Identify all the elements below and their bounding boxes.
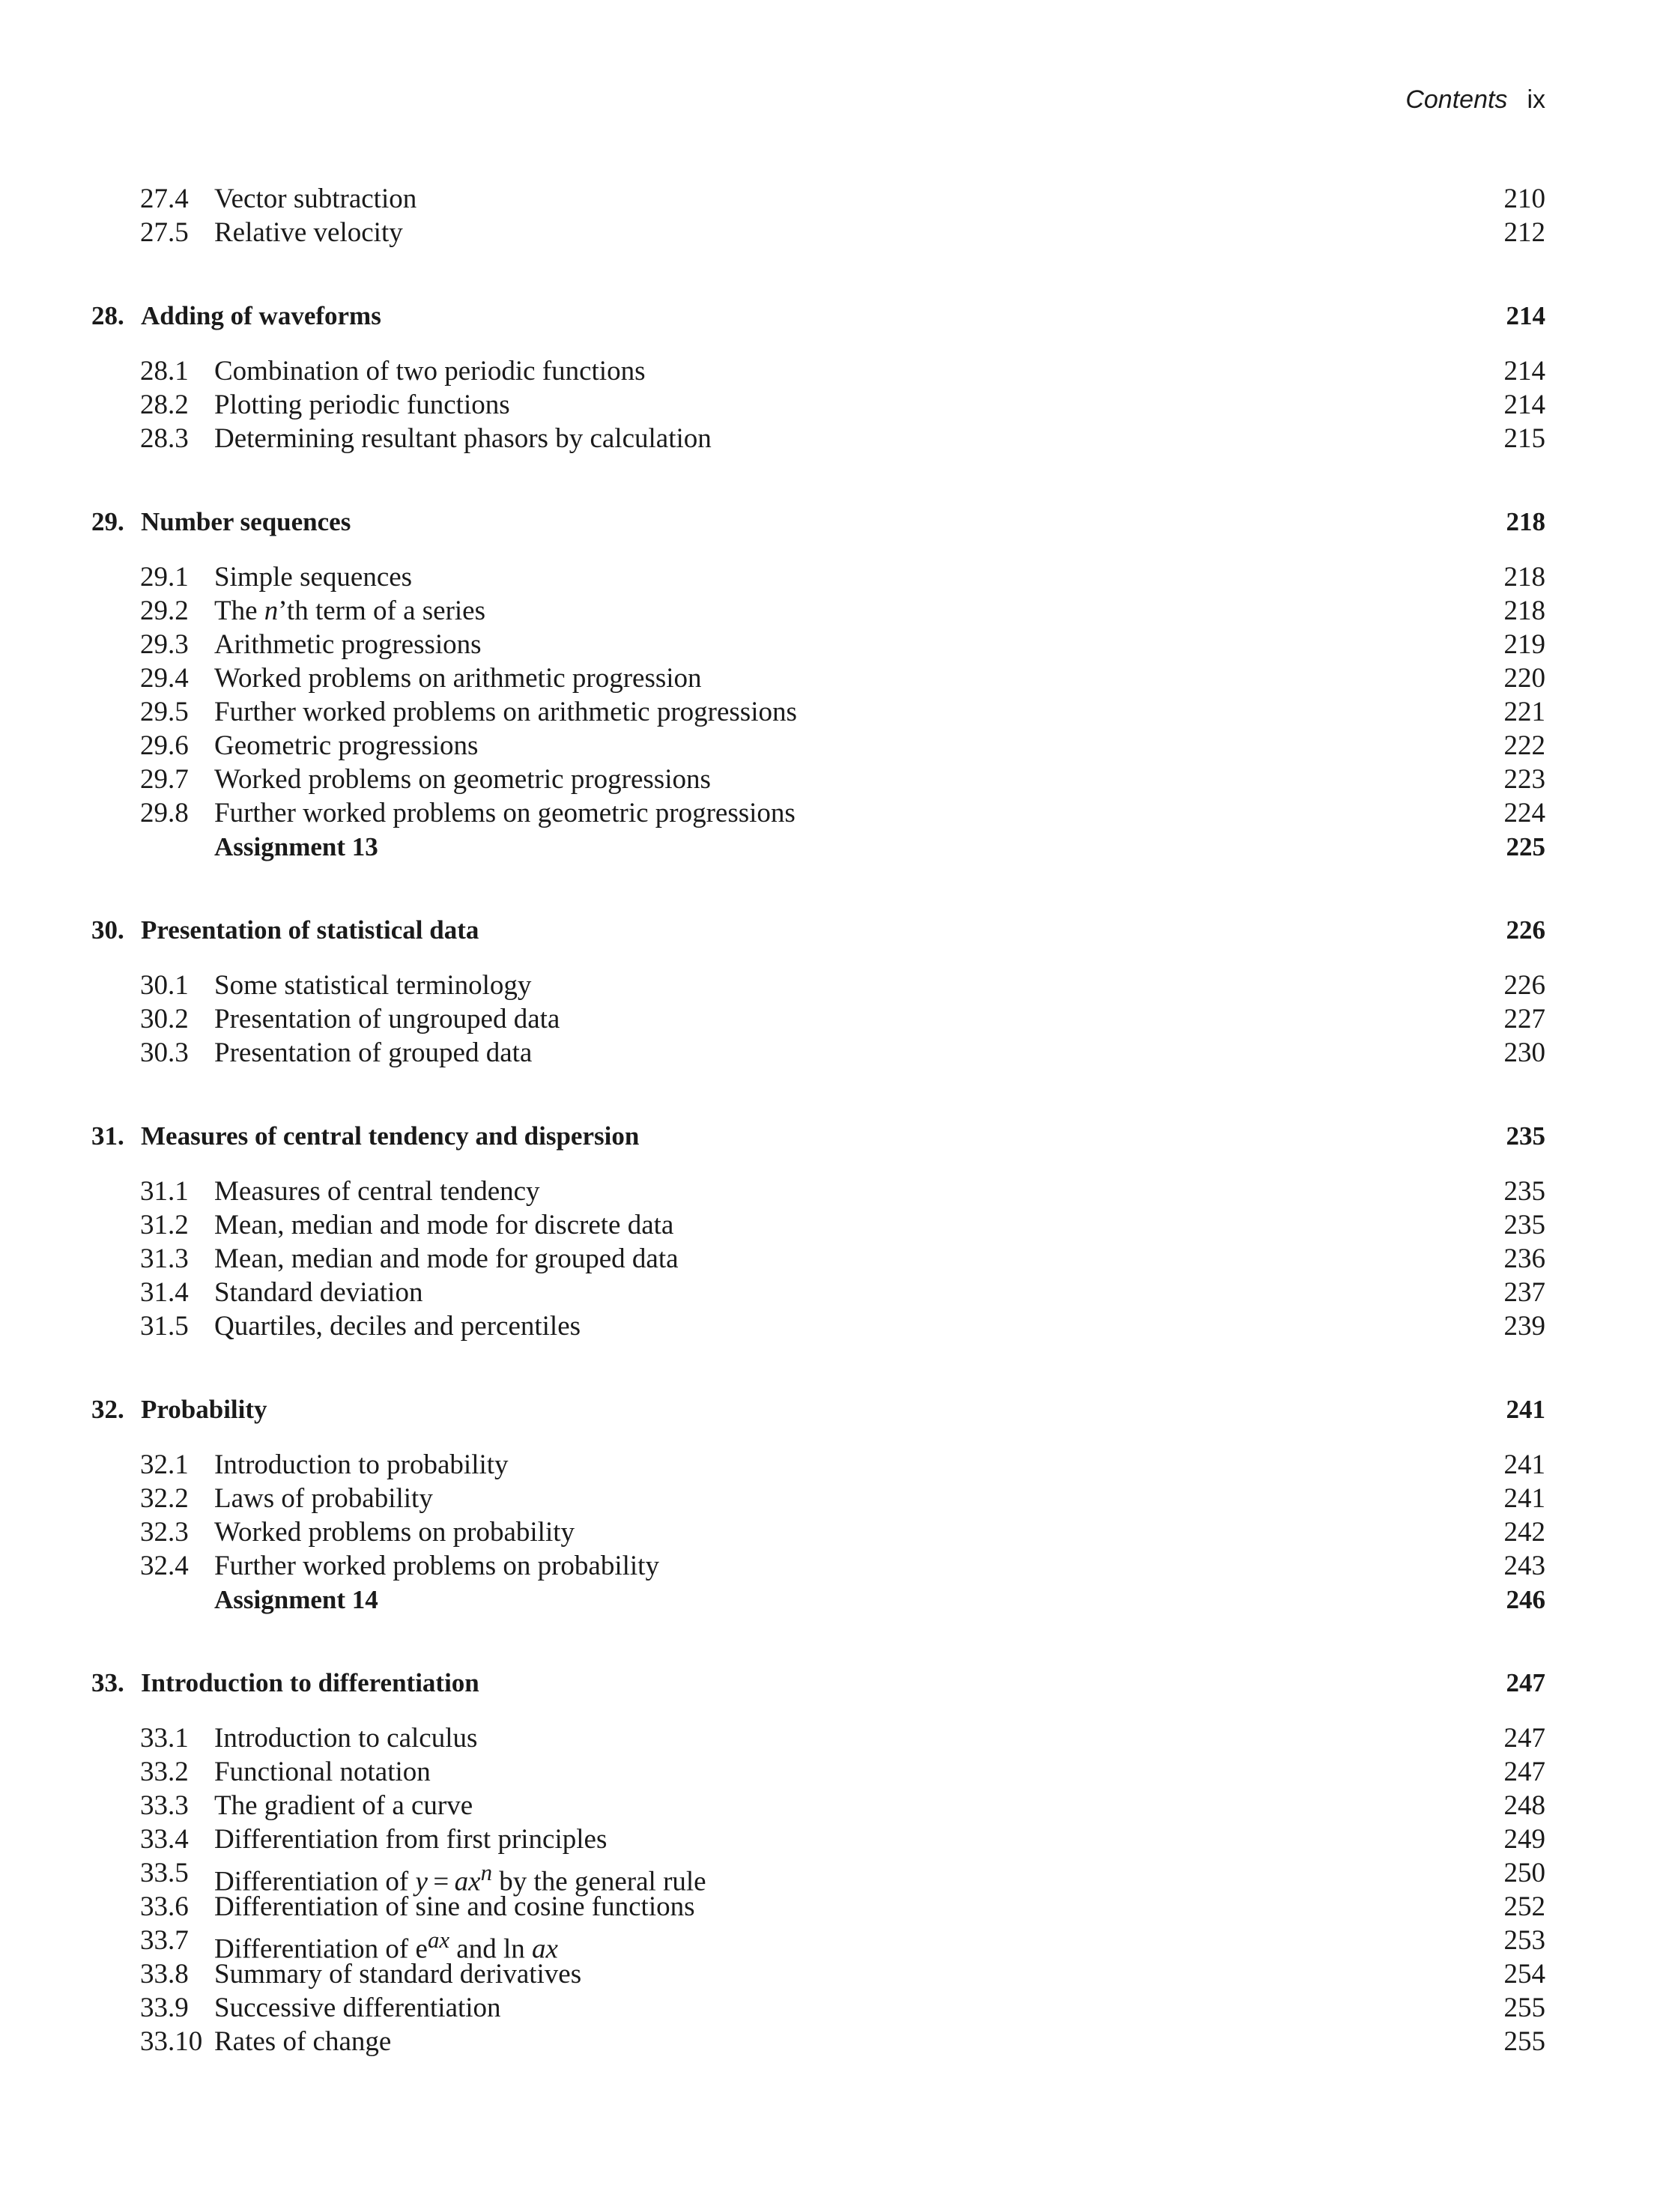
section-number: 32.4: [140, 1551, 189, 1581]
chapter-number: 30.: [91, 915, 124, 945]
section-page-number: 249: [1503, 1824, 1545, 1855]
toc-chapter-heading[interactable]: [91, 1119, 1545, 1153]
section-title: Worked problems on probability: [214, 1517, 575, 1548]
chapter-title: Measures of central tendency and dispersion: [141, 1121, 640, 1151]
chapter-page-number: 247: [1506, 1668, 1545, 1697]
section-title: Further worked problems on geometric progressions: [214, 798, 796, 828]
section-title: Worked problems on geometric progressions: [214, 764, 711, 795]
toc-section-row[interactable]: [91, 1208, 1545, 1242]
toc-section-row[interactable]: [91, 1721, 1545, 1755]
section-number: 29.6: [140, 730, 189, 761]
chapter-number: 31.: [91, 1121, 124, 1151]
section-number: 33.1: [140, 1723, 189, 1754]
section-page-number: 239: [1503, 1311, 1545, 1342]
section-page-number: 227: [1503, 1004, 1545, 1034]
chapter-number: 28.: [91, 301, 124, 330]
section-page-number: 252: [1503, 1891, 1545, 1922]
section-page-number: 218: [1503, 596, 1545, 626]
section-title: Relative velocity: [214, 217, 403, 248]
section-title: Presentation of ungrouped data: [214, 1004, 560, 1034]
section-page-number: 242: [1503, 1517, 1545, 1548]
section-title: Combination of two periodic functions: [214, 356, 646, 387]
section-number: 27.5: [140, 217, 189, 248]
chapter-number: 33.: [91, 1668, 124, 1697]
chapter-number: 32.: [91, 1395, 124, 1424]
section-number: 33.2: [140, 1757, 189, 1787]
section-number: 32.2: [140, 1483, 189, 1514]
section-page-number: 218: [1503, 562, 1545, 593]
section-number: 30.1: [140, 970, 189, 1001]
toc-section-row[interactable]: [91, 1276, 1545, 1309]
chapter-title: Adding of waveforms: [141, 301, 381, 330]
section-title: Measures of central tendency: [214, 1176, 540, 1207]
section-title: Differentiation of $e^{ax}$ and ln ax: [214, 1927, 558, 1965]
chapter-sections: [91, 969, 1545, 1070]
toc-section-row[interactable]: [91, 1957, 1545, 1991]
continued-sections: [91, 182, 1545, 249]
toc-section-row[interactable]: [91, 1036, 1545, 1070]
chapter-page-number: 226: [1506, 915, 1545, 945]
chapter-title: Probability: [141, 1395, 267, 1424]
section-title: Introduction to probability: [214, 1449, 509, 1480]
section-number: 33.10: [140, 2026, 203, 2057]
toc-section-row[interactable]: [91, 1002, 1545, 1036]
chapter-page-number: 235: [1506, 1121, 1545, 1151]
chapter-number: 29.: [91, 507, 124, 536]
toc-section-row[interactable]: [91, 2025, 1545, 2058]
section-number: 29.7: [140, 764, 189, 795]
section-number: 33.6: [140, 1891, 189, 1922]
assignment-title: Assignment 13: [214, 832, 378, 861]
section-page-number: 214: [1503, 390, 1545, 420]
section-number: 32.3: [140, 1517, 189, 1548]
section-number: 31.5: [140, 1311, 189, 1342]
toc-assignment-row[interactable]: [91, 830, 1545, 864]
section-title: Some statistical terminology: [214, 970, 532, 1001]
section-title: Mean, median and mode for discrete data: [214, 1210, 674, 1240]
toc-section-row[interactable]: [91, 354, 1545, 388]
section-number: 28.3: [140, 423, 189, 454]
toc-section-row[interactable]: [91, 1448, 1545, 1482]
toc-section-row[interactable]: [91, 628, 1545, 661]
section-number: 33.7: [140, 1925, 189, 1956]
section-title: Determining resultant phasors by calculation: [214, 423, 712, 454]
toc-section-row[interactable]: [91, 1482, 1545, 1515]
section-page-number: 224: [1503, 798, 1545, 828]
section-title: Functional notation: [214, 1757, 431, 1787]
section-number: 29.5: [140, 697, 189, 727]
section-page-number: 247: [1503, 1723, 1545, 1754]
assignment-page-number: 246: [1506, 1585, 1545, 1614]
section-number: 29.3: [140, 629, 189, 660]
table-of-contents: [91, 182, 1545, 2058]
toc-section-row[interactable]: [91, 1549, 1545, 1583]
chapter-title: Number sequences: [141, 507, 351, 536]
chapter-page-number: 241: [1506, 1395, 1545, 1424]
section-title: Quartiles, deciles and percentiles: [214, 1311, 581, 1342]
section-number: 29.4: [140, 663, 189, 694]
section-page-number: 253: [1503, 1925, 1545, 1956]
chapter-sections: [91, 560, 1545, 864]
section-page-number: 230: [1503, 1037, 1545, 1068]
toc-chapter-heading[interactable]: [91, 505, 1545, 539]
section-title: Simple sequences: [214, 562, 413, 593]
toc-section-row[interactable]: [91, 763, 1545, 796]
section-number: 33.9: [140, 1993, 189, 2023]
section-page-number: 214: [1503, 356, 1545, 387]
section-title: Differentiation of $y = ax^n$ by the general rule: [214, 1860, 706, 1897]
section-page-number: 241: [1503, 1483, 1545, 1514]
section-number: 30.3: [140, 1037, 189, 1068]
section-page-number: 235: [1503, 1176, 1545, 1207]
toc-section-row[interactable]: [91, 1175, 1545, 1208]
toc-section-row[interactable]: [91, 216, 1545, 249]
section-number: 33.4: [140, 1824, 189, 1855]
running-head-title: Contents: [1405, 85, 1508, 114]
section-page-number: 241: [1503, 1449, 1545, 1480]
section-title: Arithmetic progressions: [214, 629, 482, 660]
section-page-number: 248: [1503, 1790, 1545, 1821]
toc-section-row[interactable]: [91, 729, 1545, 763]
section-title: The gradient of a curve: [214, 1790, 473, 1821]
section-title: Vector subtraction: [214, 184, 417, 214]
toc-chapter-heading[interactable]: [91, 913, 1545, 947]
section-page-number: 221: [1503, 697, 1545, 727]
section-title: Introduction to calculus: [214, 1723, 478, 1754]
section-number: 33.8: [140, 1959, 189, 1990]
section-number: 29.2: [140, 596, 189, 626]
chapter-sections: [91, 354, 1545, 455]
toc-section-row[interactable]: [91, 1309, 1545, 1343]
section-title: Mean, median and mode for grouped data: [214, 1243, 679, 1274]
toc-section-row[interactable]: [91, 182, 1545, 216]
running-head: [1405, 81, 1545, 118]
chapter-sections: [91, 1721, 1545, 2058]
toc-chapter-heading[interactable]: [91, 1666, 1545, 1700]
section-page-number: 220: [1503, 663, 1545, 694]
section-number: 33.5: [140, 1858, 189, 1888]
section-page-number: 236: [1503, 1243, 1545, 1274]
section-page-number: 222: [1503, 730, 1545, 761]
toc-section-row[interactable]: [91, 388, 1545, 422]
section-page-number: 223: [1503, 764, 1545, 795]
chapter-page-number: 214: [1506, 301, 1545, 330]
section-page-number: 255: [1503, 2026, 1545, 2057]
section-page-number: 237: [1503, 1277, 1545, 1308]
toc-section-row[interactable]: [91, 1242, 1545, 1276]
toc-section-row[interactable]: [91, 1515, 1545, 1549]
toc-section-row[interactable]: [91, 1991, 1545, 2025]
section-number: 29.8: [140, 798, 189, 828]
toc-section-row[interactable]: [91, 560, 1545, 594]
section-number: 28.2: [140, 390, 189, 420]
toc-section-row[interactable]: [91, 1789, 1545, 1822]
assignment-page-number: 225: [1506, 832, 1545, 861]
section-page-number: 215: [1503, 423, 1545, 454]
section-number: 31.1: [140, 1176, 189, 1207]
toc-section-row[interactable]: [91, 1890, 1545, 1924]
section-title: Plotting periodic functions: [214, 390, 510, 420]
section-page-number: 235: [1503, 1210, 1545, 1240]
toc-section-row[interactable]: [91, 422, 1545, 455]
section-title: The n’th term of a series: [214, 596, 486, 626]
section-number: 31.2: [140, 1210, 189, 1240]
section-title: Further worked problems on probability: [214, 1551, 659, 1581]
section-number: 28.1: [140, 356, 189, 387]
assignment-title: Assignment 14: [214, 1585, 378, 1614]
section-page-number: 226: [1503, 970, 1545, 1001]
section-number: 31.4: [140, 1277, 189, 1308]
toc-section-row[interactable]: [91, 695, 1545, 729]
toc-section-row[interactable]: [91, 796, 1545, 830]
toc-section-row[interactable]: [91, 661, 1545, 695]
section-title: Differentiation of sine and cosine functions: [214, 1891, 695, 1922]
section-title: Laws of probability: [214, 1483, 433, 1514]
toc-section-row[interactable]: [91, 1755, 1545, 1789]
toc-section-row[interactable]: [91, 969, 1545, 1002]
toc-chapter-heading[interactable]: [91, 1393, 1545, 1426]
toc-section-row[interactable]: [91, 594, 1545, 628]
chapter-sections: [91, 1448, 1545, 1616]
section-title: Rates of change: [214, 2026, 392, 2057]
section-title: Further worked problems on arithmetic progressions: [214, 697, 797, 727]
chapter-title: Presentation of statistical data: [141, 915, 479, 945]
section-number: 30.2: [140, 1004, 189, 1034]
toc-section-row[interactable]: [91, 1856, 1545, 1897]
section-page-number: 210: [1503, 184, 1545, 214]
section-number: 27.4: [140, 184, 189, 214]
section-title: Successive differentiation: [214, 1993, 501, 2023]
section-title: Presentation of grouped data: [214, 1037, 533, 1068]
section-title: Standard deviation: [214, 1277, 423, 1308]
section-page-number: 255: [1503, 1993, 1545, 2023]
section-title: Summary of standard derivatives: [214, 1959, 582, 1990]
section-number: 33.3: [140, 1790, 189, 1821]
chapter-title: Introduction to differentiation: [141, 1668, 479, 1697]
section-number: 29.1: [140, 562, 189, 593]
toc-assignment-row[interactable]: [91, 1583, 1545, 1616]
section-page-number: 247: [1503, 1757, 1545, 1787]
toc-section-row[interactable]: [91, 1822, 1545, 1856]
toc-section-row[interactable]: [91, 1924, 1545, 1965]
chapter-sections: [91, 1175, 1545, 1343]
section-number: 31.3: [140, 1243, 189, 1274]
section-page-number: 212: [1503, 217, 1545, 248]
page-number: ix: [1527, 85, 1545, 114]
section-title: Worked problems on arithmetic progression: [214, 663, 702, 694]
section-page-number: 219: [1503, 629, 1545, 660]
section-number: 32.1: [140, 1449, 189, 1480]
toc-chapter-heading[interactable]: [91, 299, 1545, 333]
section-title: Differentiation from first principles: [214, 1824, 608, 1855]
section-page-number: 243: [1503, 1551, 1545, 1581]
section-title: Geometric progressions: [214, 730, 479, 761]
section-page-number: 250: [1503, 1858, 1545, 1888]
chapter-page-number: 218: [1506, 507, 1545, 536]
section-page-number: 254: [1503, 1959, 1545, 1990]
